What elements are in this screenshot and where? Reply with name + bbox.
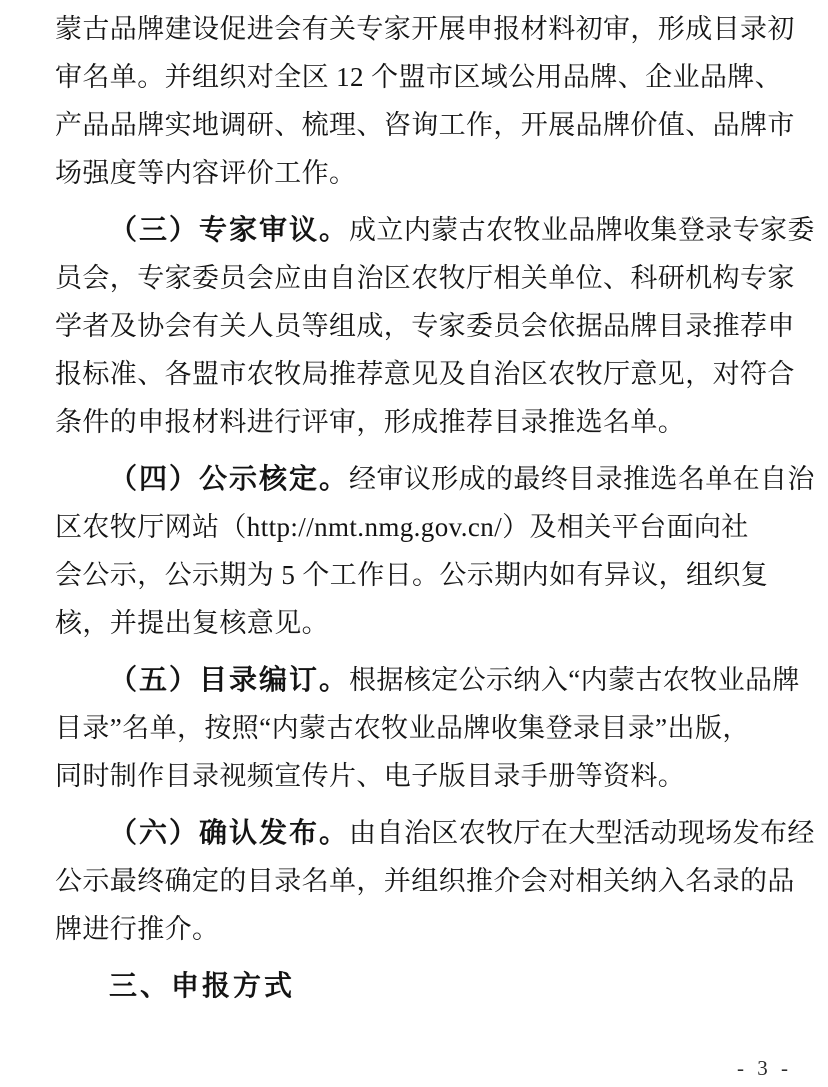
document-body: [55, 5, 815, 953]
document-line: 审名单。并组织对全区 12 个盟市区域公用品牌、企业品牌、: [55, 62, 783, 92]
document-line: 报标准、各盟市农牧局推荐意见及自治区农牧厅意见，对符合: [55, 359, 795, 389]
clause-text: 由自治区农牧厅在大型活动现场发布经: [349, 818, 815, 848]
clause-heading: （六）确认发布。: [109, 817, 350, 848]
clause-text: 根据核定公示纳入“内蒙古农牧业品牌: [349, 665, 800, 695]
document-content: [55, 5, 815, 1010]
paragraph: [55, 656, 800, 800]
document-line: [55, 809, 815, 857]
document-line: 会公示，公示期为 5 个工作日。公示期内如有异议，组织复: [55, 560, 769, 590]
document-line: 区农牧厅网站（http://nmt.nmg.gov.cn/）及相关平台面向社: [55, 512, 749, 542]
document-line: [55, 206, 815, 254]
document-line: 目录”名单，按照“内蒙古农牧业品牌收集登录目录”出版，: [55, 713, 750, 743]
paragraph: [55, 809, 815, 953]
document-line: 产品品牌实地调研、梳理、咨询工作，开展品牌价值、品牌市: [55, 110, 795, 140]
document-line: 条件的申报材料进行评审，形成推荐目录推选名单。: [55, 407, 686, 437]
clause-heading: （三）专家审议。: [109, 214, 350, 245]
document-line: [55, 656, 800, 704]
document-line: 公示最终确定的目录名单，并组织推介会对相关纳入名录的品: [55, 866, 795, 896]
document-line: 蒙古品牌建设促进会有关专家开展申报材料初审，形成目录初: [55, 14, 795, 44]
document-line: 学者及协会有关人员等组成，专家委员会依据品牌目录推荐申: [55, 311, 795, 341]
document-line: [55, 455, 815, 503]
document-line: 核，并提出复核意见。: [55, 608, 329, 638]
document-line: 同时制作目录视频宣传片、电子版目录手册等资料。: [55, 761, 686, 791]
clause-heading: （四）公示核定。: [109, 463, 350, 494]
clause-text: 经审议形成的最终目录推选名单在自治: [349, 464, 815, 494]
document-line: 员会，专家委员会应由自治区农牧厅相关单位、科研机构专家: [55, 263, 795, 293]
document-line: 场强度等内容评价工作。: [55, 158, 357, 188]
section-heading: 三、申报方式: [109, 970, 296, 1001]
paragraph: [55, 5, 795, 197]
clause-heading: （五）目录编订。: [109, 664, 350, 695]
page-number: - 3 -: [737, 1056, 792, 1080]
paragraph: [55, 206, 815, 446]
paragraph: [55, 455, 815, 647]
clause-text: 成立内蒙古农牧业品牌收集登录专家委: [349, 215, 815, 245]
document-line: 牌进行推介。: [55, 914, 220, 944]
